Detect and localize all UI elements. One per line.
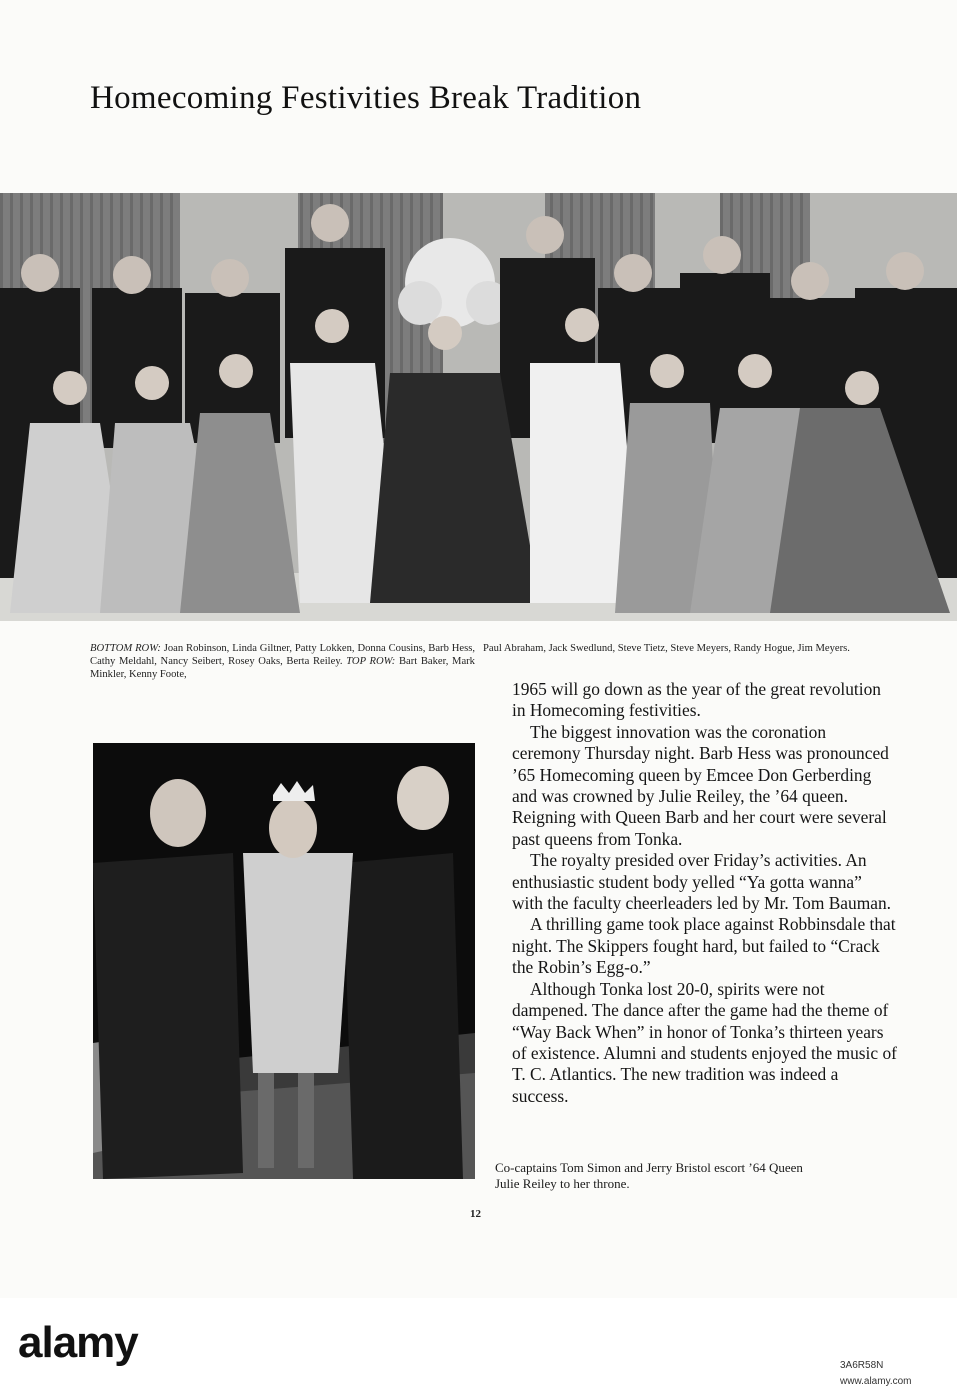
escort-photo-caption: Co-captains Tom Simon and Jerry Bristol escort ’64 Queen Julie Reiley to her throne. [495,1160,803,1191]
group-photo [0,193,957,621]
bottom-row-names: Joan Robinson, Linda Giltner, Patty Lokken, Donna Cousins, Barb Hess, Cathy Meldahl, Nancy Seibert, Rosey Oaks, Berta Reiley. [90,643,475,668]
article-body [512,679,897,1107]
group-photo-image [0,193,957,621]
bottom-row-label: BOTTOM ROW: [90,643,161,654]
group-caption-right: Paul Abraham, Jack Swedlund, Steve Tietz, Steve Meyers, Randy Hogue, Jim Meyers. [483,643,850,654]
article-paragraph: A thrilling game took place against Robbinsdale that night. The Skippers fought hard, but failed to “Crack the Robin’s Egg-o.” [512,914,896,978]
article-paragraph: The biggest innovation was the coronation ceremony Thursday night. Barb Hess was pronounced ’65 Homecoming queen by Emcee Don Gerberding and was crowned by Julie Reiley, the ’64 queen. Reigning with Queen Barb and her court were several past queens from Tonka. [512,721,889,849]
footer-url[interactable]: www.alamy.com [840,1376,912,1387]
stock-footer [0,1298,957,1390]
top-row-label: TOP ROW: [346,656,396,668]
article-paragraph: Although Tonka lost 20-0, spirits were not dampened. The dance after the game had the theme of “Way Back When” in honor of Tonka’s thirteen years of existence. Alumni and students enjoyed the music of T. C. Atlantics. The new tradition was indeed a success. [512,978,897,1106]
alamy-logo: alamy [18,1318,138,1367]
page-number: 12 [470,1208,481,1220]
top-row-names-part1: Bart Baker, Mark Minkler, Kenny Foote, [90,656,475,681]
group-caption-left [90,642,475,682]
article-paragraph: 1965 will go down as the year of the great revolution in Homecoming festivities. [512,679,881,721]
escort-photo [93,743,475,1179]
article-paragraph: The royalty presided over Friday’s activities. An enthusiastic student body yelled “Ya gotta wanna” with the faculty cheerleaders led by Mr. Tom Bauman. [512,850,892,914]
image-id: 3A6R58N [840,1360,884,1371]
page-title: Homecoming Festivities Break Tradition [90,80,642,116]
escort-photo-image [93,743,475,1179]
